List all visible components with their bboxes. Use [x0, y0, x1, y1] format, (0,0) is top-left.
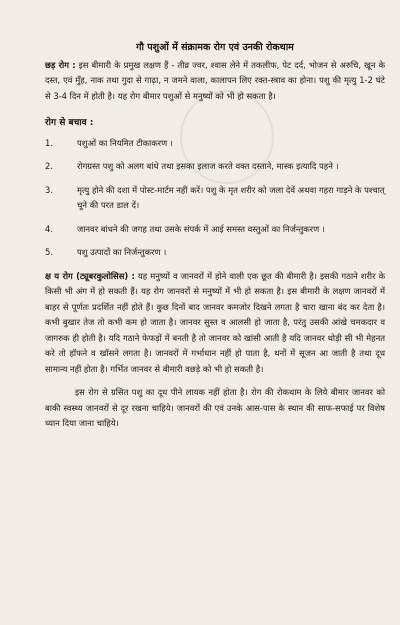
prevention-list — [45, 136, 385, 261]
list-text: जानवर बांधने की जगह तथा उसके संपर्क में आई समस्त वस्तुओं का निर्जन्तुकरण । — [77, 223, 325, 234]
tb-label: क्ष य रोग (ट्यूबरकुलोसिस) : — [45, 270, 135, 281]
list-text: पशुओं का नियमित टीकाकरण । — [77, 137, 173, 148]
document-title: गौ पशुओं में संक्रामक रोग एवं उनकी रोकथाम — [136, 42, 294, 53]
document-body — [45, 40, 385, 432]
list-item — [45, 222, 385, 238]
list-text: मृत्यु होने की दशा में पोस्ट-मार्टम नहीं करें। पशु के मृत शरीर को जला देवें अथवा गहरा गाड़ने के पश्चात् चूने की परत डाल दें। — [77, 184, 385, 210]
closing-paragraph: इस रोग से ग्रसित पशु का दूध पीने लायक नहीं होता है। रोग की रोकथाम के लिये बीमार जानवर को बाकी स्वस्थ्य जानवरों से दूर रखना चाहिये। जानवरों की एवं उनके आस-पास के स्थान की साफ-सफाई पर विशेष ध्यान दिया जाना चाहिये। — [45, 387, 385, 428]
tb-text: यह मनुष्यों व जानवरों में होने वाली एक छूत की बीमारी है। इसकी गठाने शरीर के किसी भी अंग में हो सकती हैं। यह रोग जानवरों से मनुष्यों में भी हो सकता है। इस बीमारी के लक्षण जानवरों में बाहर से पूर्णतः प्रदर्शित नहीं होते हैं। कुछ दिनों बाद जानवर कमजोर दिखने लगता है चारा खाना बंद कर देता है। कभी बुखार तेज तो कभी कम हो जाता है। जानवर सुस्त व आलसी हो जाता है, परंतु उसकी आंखे चमकदार व जागरुक ही होती है। यदि गठाने फेफड़ों में बनती है तो जानवर को खांसी आती है यदि जानवर थोड़ी सी भी मेहनत करे तो हॉफने व खॉसने लगता है। जानवरों में गर्भाधान नहीं हो पाता है, थनों में सूजन आ जाती है तथा दूध सामान्य नहीं होता है। गर्भित जानवर से बीमारी वछड़े को भी हो सकती है। — [45, 270, 385, 374]
tb-paragraph — [45, 269, 385, 378]
list-number: 2. — [45, 161, 53, 171]
list-text: पशु उत्पादों का निर्जन्तुकरण । — [77, 247, 167, 257]
list-number: 5. — [45, 247, 53, 257]
list-item — [45, 159, 385, 175]
list-item — [45, 183, 385, 214]
list-item — [45, 136, 385, 152]
list-number: 3. — [45, 184, 53, 195]
intro-label: छड़ रोग : — [45, 59, 76, 70]
list-item — [45, 245, 385, 261]
intro-paragraph — [45, 58, 385, 105]
prevention-heading: रोग से बचाव : — [45, 118, 94, 128]
intro-text: इस बीमारी के प्रमुख लक्षण हैं - तीव्र ज्वर, श्वास लेने में तकलीफ, पेट दर्द, भोजन से अरुचि, खून के दस्त, एवं मुँह, नाक तथा गुदा से गाढ़ा, न जमने वाला, कालापन लिए रक्त-स्त्राव का होना। पशु की मृत्यु 1-2 घंटे से 3-4 दिन में होती है। यह रोग बीमार पशुओं से मनुष्यों को भी हो सकता है। — [45, 59, 385, 101]
list-text: रोगग्रस्त पशु को अलग बांधे तथा इसका इलाज करते वक्त दस्ताने, मास्क इत्यादि पहने । — [77, 161, 339, 171]
list-number: 1. — [45, 137, 53, 148]
list-number: 4. — [45, 223, 53, 234]
